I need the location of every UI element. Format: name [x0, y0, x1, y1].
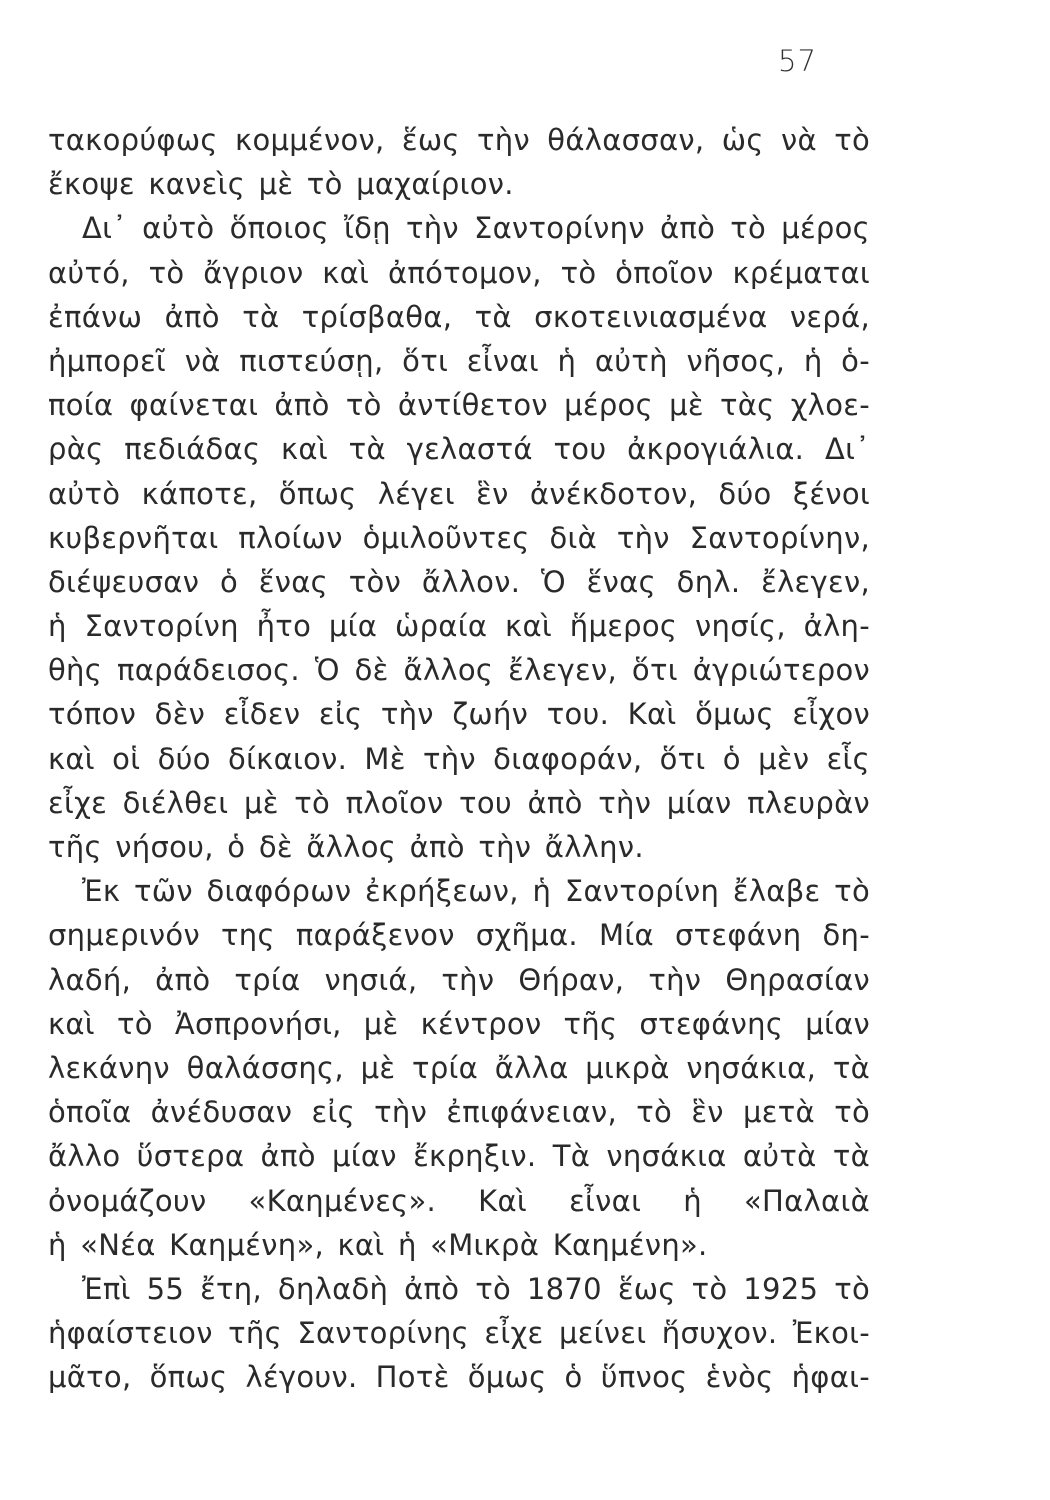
text-line: ὀνομάζουν «Καημένες». Καὶ εἶναι ἡ «Παλαιὰ [48, 1183, 870, 1218]
text-line: θὴς παράδεισος. Ὁ δὲ ἄλλος ἔλεγεν, ὅτι ἀγριώτερον [48, 653, 870, 688]
text-line: ἄλλο ὕστερα ἀπὸ μίαν ἔκρηξιν. Τὰ νησάκια αὐτὰ τὰ [48, 1139, 870, 1174]
paragraph-start-line: Δι᾽ αὐτὸ ὅποιος ἴδῃ τὴν Σαντορίνην ἀπὸ τὸ μέρος [82, 211, 870, 246]
text-line: ἔκοψε κανεὶς μὲ τὸ μαχαίριον. [48, 167, 514, 202]
text-line: ὁποῖα ἀνέδυσαν εἰς τὴν ἐπιφάνειαν, τὸ ἓν μετὰ τὸ [48, 1095, 870, 1130]
text-line: ἡφαίστειον τῆς Σαντορίνης εἶχε μείνει ἥσυχον. Ἐκοι- [48, 1316, 870, 1351]
paragraph-start-line: Ἐκ τῶν διαφόρων ἐκρήξεων, ἡ Σαντορίνη ἔλαβε τὸ [82, 874, 870, 909]
text-line: καὶ τὸ Ἀσπρονήσι, μὲ κέντρον τῆς στεφάνης μίαν [48, 1006, 870, 1041]
body-text [48, 118, 870, 1399]
text-line: ἡ Σαντορίνη ἦτο μία ὡραία καὶ ἥμερος νησίς, ἀλη- [48, 609, 870, 644]
text-line: σημερινόν της παράξενον σχῆμα. Μία στεφάνη δη- [48, 918, 870, 953]
text-line: ρὰς πεδιάδας καὶ τὰ γελαστά του ἀκρογιάλια. Δι᾽ [48, 432, 870, 467]
text-line: ἡ «Νέα Καημένη», καὶ ἡ «Μικρὰ Καημένη». [48, 1227, 708, 1262]
text-line: αὐτὸ κάποτε, ὅπως λέγει ἓν ἀνέκδοτον, δύο ξένοι [48, 476, 870, 511]
text-line: λαδή, ἀπὸ τρία νησιά, τὴν Θήραν, τὴν Θηρασίαν [48, 962, 870, 997]
text-line: διέψευσαν ὁ ἕνας τὸν ἄλλον. Ὁ ἕνας δηλ. ἔλεγεν, [48, 564, 870, 599]
text-line: μᾶτο, ὅπως λέγουν. Ποτὲ ὅμως ὁ ὕπνος ἑνὸς ἡφαι- [48, 1360, 870, 1395]
paragraph-start-line: Ἐπὶ 55 ἔτη, δηλαδὴ ἀπὸ τὸ 1870 ἕως τὸ 1925 τὸ [82, 1271, 870, 1306]
text-line: ἐπάνω ἀπὸ τὰ τρίσβαθα, τὰ σκοτεινιασμένα νερά, [48, 299, 870, 334]
text-line: ποία φαίνεται ἀπὸ τὸ ἀντίθετον μέρος μὲ τὰς χλοε- [48, 388, 870, 423]
text-line: λεκάνην θαλάσσης, μὲ τρία ἄλλα μικρὰ νησάκια, τὰ [48, 1050, 870, 1085]
text-line: εἶχε διέλθει μὲ τὸ πλοῖον του ἀπὸ τὴν μίαν πλευρὰν [48, 785, 870, 820]
text-line: κυβερνῆται πλοίων ὁμιλοῦντες διὰ τὴν Σαντορίνην, [48, 520, 870, 555]
text-line: καὶ οἱ δύο δίκαιον. Μὲ τὴν διαφοράν, ὅτι ὁ μὲν εἷς [48, 741, 870, 776]
text-line: τῆς νήσου, ὁ δὲ ἄλλος ἀπὸ τὴν ἄλλην. [48, 830, 644, 864]
text-line: τόπον δὲν εἶδεν εἰς τὴν ζωήν του. Καὶ ὅμως εἶχον [48, 697, 870, 732]
text-line: ἠμπορεῖ νὰ πιστεύσῃ, ὅτι εἶναι ἡ αὐτὴ νῆσος, ἡ ὁ- [48, 343, 870, 378]
page-number: 57 [778, 44, 817, 78]
text-line: αὐτό, τὸ ἄγριον καὶ ἀπότομον, τὸ ὁποῖον κρέμαται [48, 255, 870, 290]
text-line: τακορύφως κομμένον, ἕως τὴν θάλασσαν, ὡς νὰ τὸ [48, 123, 870, 157]
